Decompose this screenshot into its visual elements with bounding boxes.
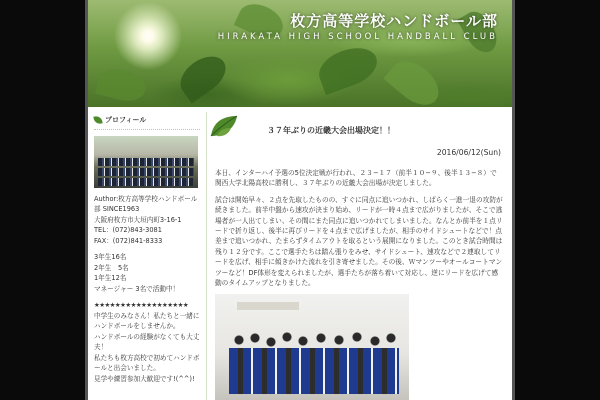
left-frame xyxy=(0,0,88,400)
leaf-decoration xyxy=(95,64,149,105)
team-crowd xyxy=(229,332,399,394)
entry-body xyxy=(215,168,503,294)
member-counts xyxy=(94,252,200,294)
profile-address: 大阪府枚方市大垣内町3-16-1 xyxy=(94,215,182,224)
site-subtitle: HIRAKATA HIGH SCHOOL HANDBALL CLUB xyxy=(217,32,498,42)
message-line: 私たちも枚方高校で初めてハンドボールと出会いました。 xyxy=(94,353,200,372)
member-line: 3年生16名 xyxy=(94,253,127,261)
entry-team-photo[interactable] xyxy=(215,294,409,400)
recruit-message xyxy=(94,311,200,385)
profile-tel: TEL：(072)843-3081 xyxy=(94,226,162,234)
photo-window xyxy=(237,302,299,310)
leaf-decoration xyxy=(383,53,446,107)
profile-author: Author:枚方高等学校ハンドボール部 SINCE1963 xyxy=(94,194,198,213)
profile-heading-label: プロフィール xyxy=(105,116,147,124)
leaf-decoration xyxy=(314,41,383,95)
right-frame xyxy=(512,0,600,400)
entry-title[interactable]: ３７年ぶりの近畿大会出場決定！！ xyxy=(267,126,395,135)
site-title[interactable]: 枚方高等学校ハンドボール部 xyxy=(290,12,498,30)
profile-heading xyxy=(94,115,200,130)
team-row xyxy=(98,178,194,186)
leaf-decoration xyxy=(173,49,232,104)
sidebar xyxy=(88,107,206,400)
member-line: マネージャー 3名で活動中！ xyxy=(94,284,180,293)
team-row xyxy=(98,158,194,166)
leaf-corner-icon xyxy=(209,114,241,138)
team-row xyxy=(98,168,194,176)
message-line: 中学生のみなさん！私たちと一緒にハンドボールをしませんか。 xyxy=(94,311,200,330)
entry-paragraph: 試合は開始早々、２点を先取したものの、すぐに同点に追いつかれ、しばらく一進一退の攻防が続きました。前半中盤から速攻が決まり始め、リードが一時４点まで広がりましたが、そこで逃場者が一人出てしまい、その間にまた同点に追いつかれてしまいました。なんとか前半を１点リードで折り返し、後半に再びリードを４点まで広げましたが、相手のサイドシュートなどで！点差まで追いつかれ、たまらずタイムアウトを取るという展開になりました。このとき試合時間は残り１２分です。ここで選手たちは踏ん張りをみせ、サイドシュート、速攻などで２連取してリードを広げ、相手に傾きかけた流れを引き寄せました。その後、Ｗマンツーやオールコートマンツーなど！DF体形を変えられましたが、選手たちが落ち着いて対応し、逆にリードを広げて感動のタイムアップとなりました。 xyxy=(215,195,503,288)
profile-fax: FAX：(072)841-8333 xyxy=(94,236,163,245)
member-line: 1年生12名 xyxy=(94,274,127,282)
blog-page xyxy=(88,0,512,400)
header-banner[interactable] xyxy=(88,0,512,107)
message-line: ハンドボールの経験がなくても大丈夫！ xyxy=(94,332,200,351)
message-line: 見学や練習参加大歓迎です!(^^)! xyxy=(94,374,195,383)
leaf-icon xyxy=(93,116,102,125)
star-divider: ★★★★★★★★★★★★★★★★★★ xyxy=(94,301,189,309)
team-photo xyxy=(94,136,198,188)
entry-paragraph: 本日、インターハイ予選の5位決定戦が行われ、２３−１７（前半１０−９、後半１３−８）で関西大学北陽高校に勝利し、３７年ぶりの近畿大会出場が決定しました。 xyxy=(215,169,497,188)
entry-date: 2016/06/12(Sun) xyxy=(436,148,501,157)
main-content xyxy=(206,112,509,400)
member-line: 2年生 5名 xyxy=(94,263,129,272)
profile-info xyxy=(94,194,200,247)
